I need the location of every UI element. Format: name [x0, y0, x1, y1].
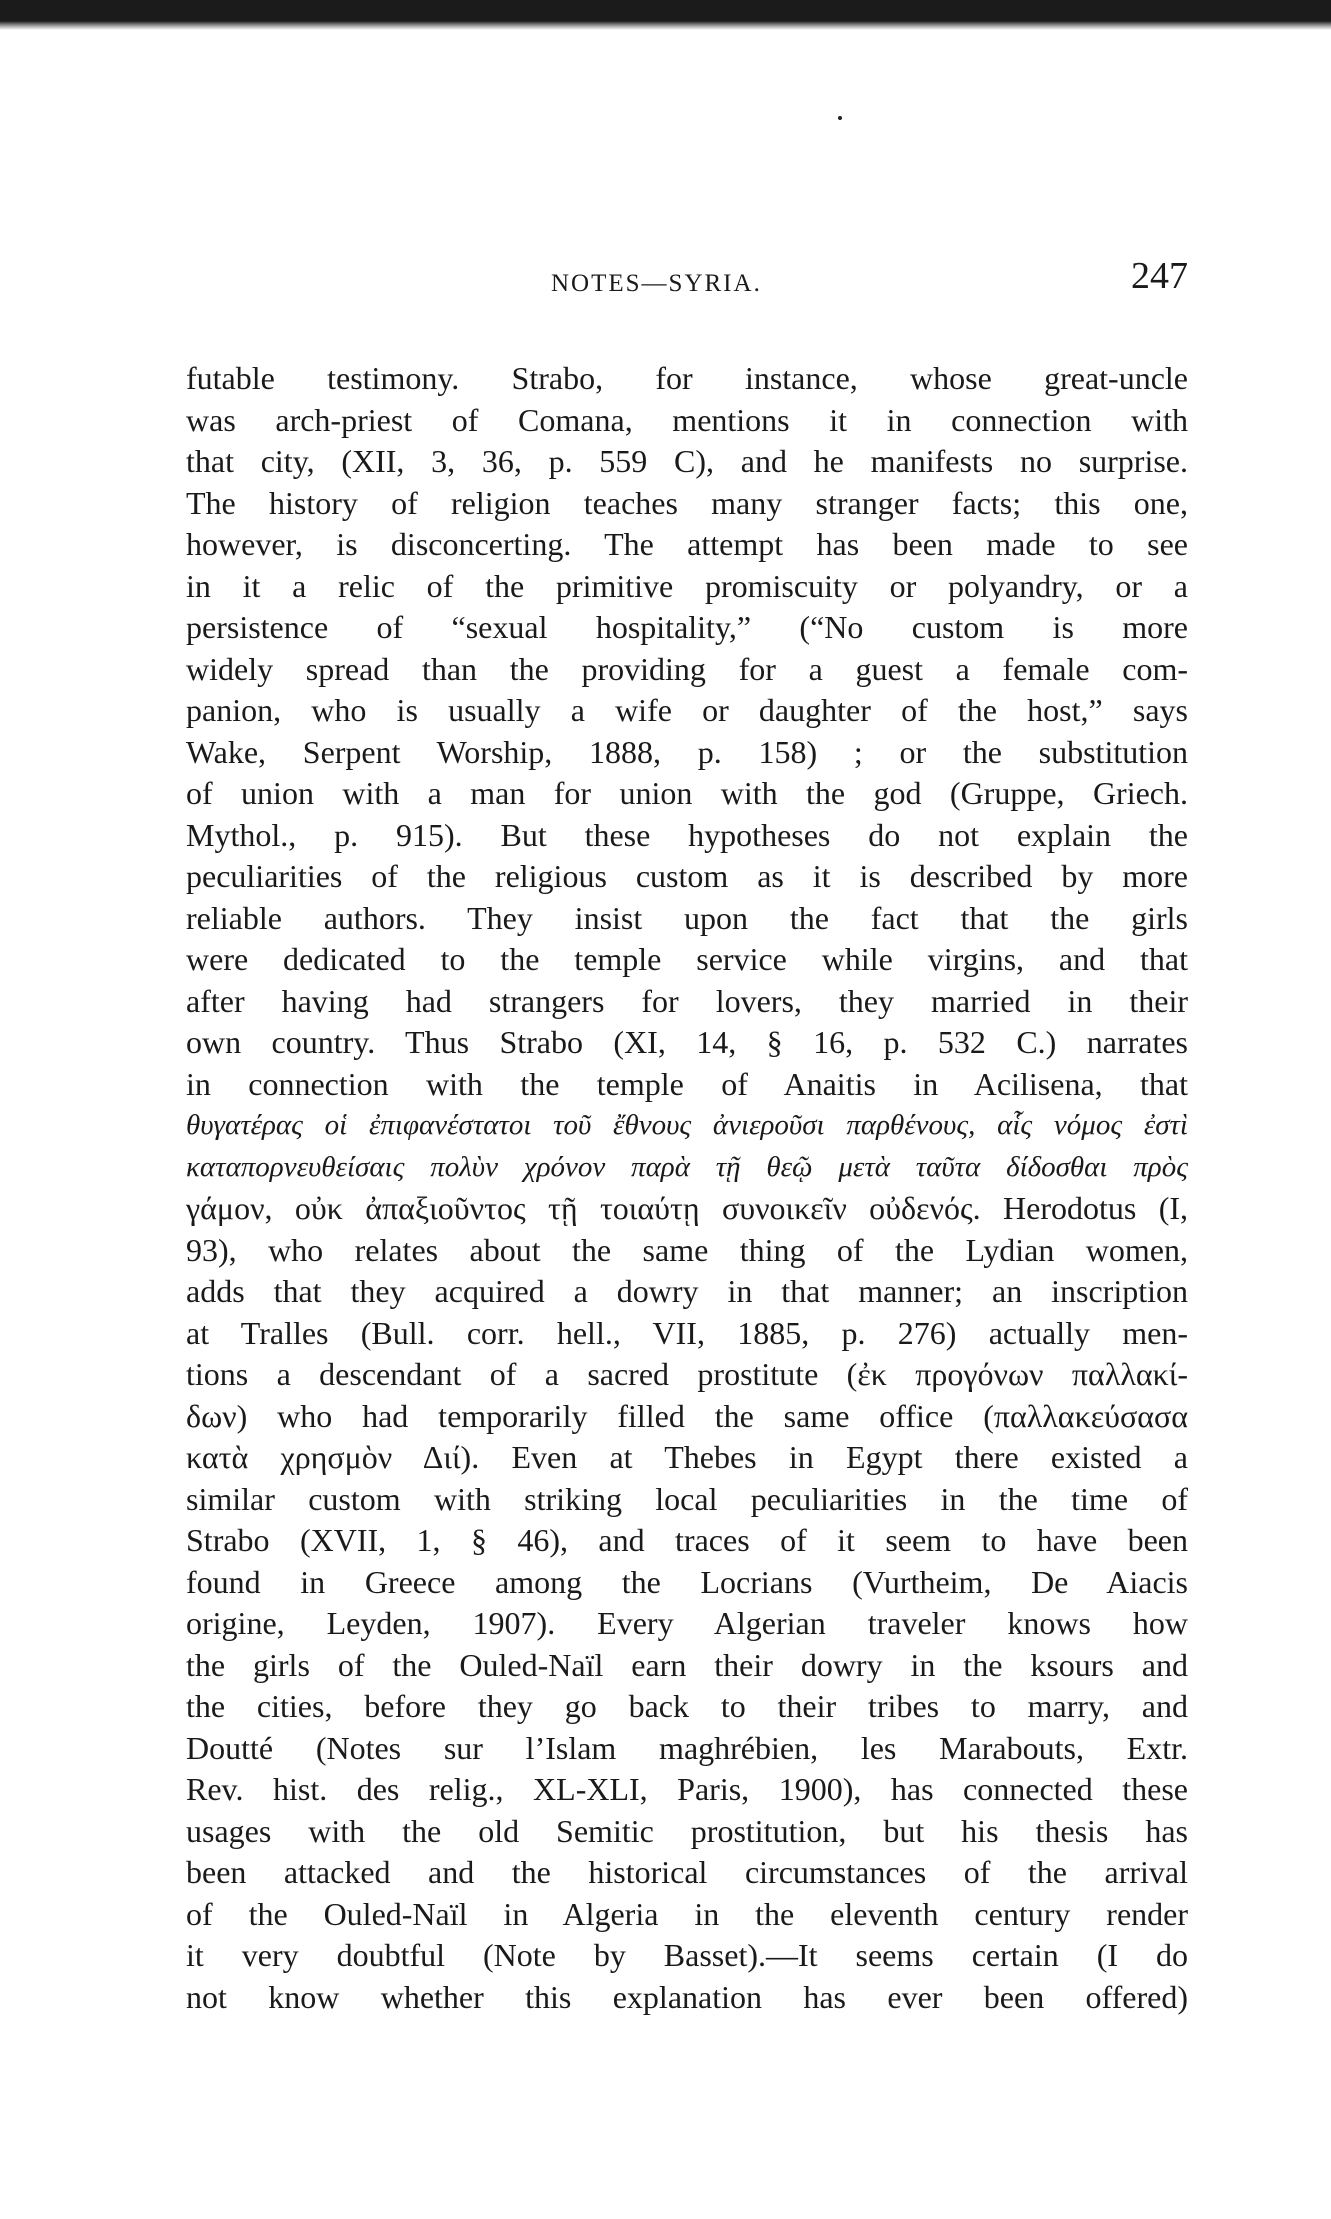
text-line: of the Ouled-Naïl in Algeria in the eleventh century render [186, 1895, 1188, 1932]
text-line: Strabo (XVII, 1, § 46), and traces of it seem to have been [186, 1522, 1188, 1558]
text-line: however, is disconcerting. The attempt has been made to see [186, 526, 1188, 562]
text-line: δων) who had temporarily filled the same office (παλλακεύσασα [186, 1397, 1188, 1434]
ink-speck [838, 116, 842, 120]
text-line: futable testimony. Strabo, for instance, whose great-uncle [186, 360, 1188, 396]
text-line: panion, who is usually a wife or daughter of the host,” says [186, 692, 1188, 728]
text-line: own country. Thus Strabo (XI, 14, § 16, p. 532 C.) narrates [186, 1024, 1188, 1060]
text-line: καταπορνευθείσαις πολὺν χρόνον παρὰ τῇ θεῷ μετὰ ταῦτα δίδοσθαι πρὸς [186, 1150, 1188, 1183]
text-line: origine, Leyden, 1907). Every Algerian traveler knows how [186, 1605, 1188, 1641]
text-line: after having had strangers for lovers, they married in their [186, 982, 1188, 1019]
text-line: Wake, Serpent Worship, 1888, p. 158) ; or the substitution [186, 733, 1188, 770]
text-line: found in Greece among the Locrians (Vurtheim, De Aiacis [186, 1563, 1188, 1600]
text-line: γάμον, οὐκ ἀπαξιοῦντος τῇ τοιαύτῃ συνοικεῖν οὐδενός. Herodotus (I, [186, 1190, 1188, 1226]
text-line: the cities, before they go back to their tribes to marry, and [186, 1688, 1188, 1724]
page-header [186, 254, 1188, 304]
text-line: widely spread than the providing for a guest a female com- [186, 650, 1188, 687]
text-line: reliable authors. They insist upon the fact that the girls [186, 899, 1188, 936]
text-line: tions a descendant of a sacred prostitute (ἐκ προγόνων παλλακί- [186, 1356, 1188, 1392]
text-line: θυγατέρας οἱ ἐπιφανέστατοι τοῦ ἔθνους ἀνιεροῦσι παρθένους, αἷς νόμος ἐστὶ [186, 1109, 1188, 1141]
text-line: adds that they acquired a dowry in that manner; an inscription [186, 1273, 1188, 1309]
text-line: persistence of “sexual hospitality,” (“No custom is more [186, 609, 1188, 645]
text-line: of union with a man for union with the god (Gruppe, Griech. [186, 775, 1188, 811]
text-line: it very doubtful (Note by Basset).—It seems certain (I do [186, 1937, 1188, 1973]
scan-edge-bar [0, 0, 1331, 30]
body-text [186, 358, 1188, 2018]
text-line: in it a relic of the primitive promiscuity or polyandry, or a [186, 567, 1188, 604]
running-head: NOTES—SYRIA. [551, 270, 762, 297]
text-line: not know whether this explanation has ever been offered) [186, 1978, 1188, 2015]
text-line: Rev. hist. des relig., XL-XLI, Paris, 1900), has connected these [186, 1771, 1188, 1807]
text-line: peculiarities of the religious custom as it is described by more [186, 858, 1188, 894]
text-line: that city, (XII, 3, 36, p. 559 C), and he manifests no surprise. [186, 443, 1188, 479]
text-line: in connection with the temple of Anaitis in Acilisena, that [186, 1065, 1188, 1102]
text-line: at Tralles (Bull. corr. hell., VII, 1885, p. 276) actually men- [186, 1314, 1188, 1351]
text-line: the girls of the Ouled-Naïl earn their dowry in the ksours and [186, 1646, 1188, 1683]
text-line: Doutté (Notes sur l’Islam maghrébien, les Marabouts, Extr. [186, 1729, 1188, 1766]
text-line: been attacked and the historical circumstances of the arrival [186, 1854, 1188, 1890]
text-line: were dedicated to the temple service while virgins, and that [186, 941, 1188, 977]
text-line: 93), who relates about the same thing of the Lydian women, [186, 1231, 1188, 1268]
text-line: κατὰ χρησμὸν Διί). Even at Thebes in Egypt there existed a [186, 1439, 1188, 1475]
text-line: was arch-priest of Comana, mentions it in connection with [186, 401, 1188, 438]
text-line: similar custom with striking local peculiarities in the time of [186, 1480, 1188, 1517]
text-line: usages with the old Semitic prostitution, but his thesis has [186, 1812, 1188, 1849]
page-number: 247 [1131, 255, 1188, 297]
text-line: The history of religion teaches many stranger facts; this one, [186, 484, 1188, 521]
text-line: Mythol., p. 915). But these hypotheses do not explain the [186, 816, 1188, 853]
